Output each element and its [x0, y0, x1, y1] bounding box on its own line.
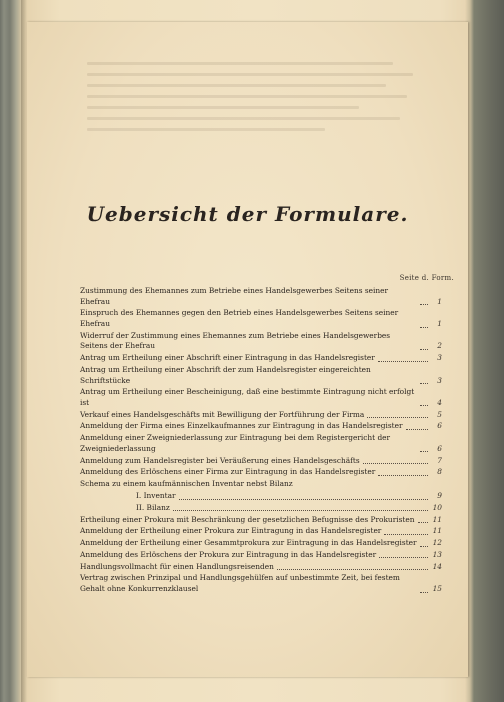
toc-page-number: 6	[437, 421, 442, 431]
toc-page-number: 9	[437, 490, 442, 500]
toc-entry-text: Anmeldung zum Handelsregister bei Veräußerung eines Handelsgeschäfts	[80, 455, 360, 465]
dot-leader	[179, 499, 428, 500]
dot-leader	[420, 451, 428, 452]
toc-page-number: 7	[437, 455, 442, 465]
dot-leader	[378, 475, 428, 476]
toc-page-number: 4	[437, 397, 442, 407]
toc-entry-text: Ertheilung einer Prokura mit Beschränkung der gesetzlichen Befugnisse des Prokuristen	[80, 514, 415, 524]
book-page	[27, 22, 468, 677]
toc-page-number: 1	[437, 296, 442, 306]
toc-entry	[80, 538, 442, 549]
toc-page-number: 2	[437, 341, 442, 351]
dot-leader	[420, 327, 428, 328]
dot-leader	[367, 417, 428, 418]
dot-leader	[173, 510, 428, 511]
toc-entry-text: Anmeldung der Ertheilung einer Prokura zur Eintragung in das Handelsregister	[80, 526, 382, 536]
toc-entry	[80, 491, 442, 502]
toc-entry-text: Anmeldung der Ertheilung einer Gesammtprokura zur Eintragung in das Handelsregister	[80, 538, 417, 548]
toc-entry-text: Anmeldung der Firma eines Einzelkaufmannes zur Eintragung in das Handelsregister	[80, 421, 403, 431]
dot-leader	[277, 569, 428, 570]
toc-entry	[80, 387, 442, 408]
toc-entry	[80, 353, 442, 364]
toc-page-number: 1	[437, 318, 442, 328]
toc-entry-text: Schema zu einem kaufmännischen Inventar nebst Bilanz	[80, 479, 293, 489]
dot-leader	[420, 383, 428, 384]
dot-leader	[418, 522, 429, 523]
dot-leader	[379, 557, 428, 558]
toc-entry	[80, 467, 442, 478]
toc-entry	[80, 433, 442, 454]
dot-leader	[420, 405, 428, 406]
toc-entry	[80, 503, 442, 514]
dot-leader	[420, 304, 428, 305]
toc-page-number: 5	[437, 409, 442, 419]
toc-entry-text: Zustimmung des Ehemannes zum Betriebe eines Handelsgewerbes Seitens seiner Ehefrau	[80, 286, 389, 306]
dot-leader	[384, 534, 428, 535]
toc-entry	[80, 331, 442, 352]
dot-leader	[363, 463, 428, 464]
toc-entry-text: Antrag um Ertheilung einer Abschrift der zum Handelsregister eingereichten Schriftstücke	[80, 364, 371, 385]
toc-entry-text: I. Inventar	[136, 490, 176, 500]
toc-page-number: 10	[432, 502, 442, 512]
toc-page-number: 11	[432, 526, 442, 536]
toc-entry	[80, 515, 442, 526]
toc-entry	[80, 562, 442, 573]
table-of-contents	[80, 286, 442, 596]
toc-entry-text: Einspruch des Ehemannes gegen den Betrieb eines Handelsgewerbes Seitens seiner Ehefrau	[80, 308, 399, 328]
toc-entry-text: Handlungsvollmacht für einen Handlungsreisenden	[80, 561, 274, 571]
dot-leader	[420, 546, 428, 547]
toc-entry	[80, 479, 442, 490]
toc-entry-text: Anmeldung des Erlöschens der Prokura zur Eintragung in das Handelsregister	[80, 549, 377, 559]
toc-entry-text: Anmeldung des Erlöschens einer Firma zur Eintragung in das Handelsregister	[80, 467, 376, 477]
toc-entry	[80, 286, 442, 307]
toc-entry	[80, 365, 442, 386]
toc-entry	[80, 456, 442, 467]
toc-entry	[80, 550, 442, 561]
toc-page-number: 15	[432, 584, 442, 593]
toc-page-number: 14	[432, 561, 442, 571]
dot-leader	[420, 592, 428, 593]
toc-page-number: 8	[437, 467, 442, 477]
dot-leader	[420, 349, 428, 350]
toc-page-number: 6	[437, 443, 442, 453]
toc-page-number: 12	[432, 538, 442, 548]
toc-entry-text: Antrag um Ertheilung einer Abschrift einer Eintragung in das Handelsregister	[80, 353, 375, 363]
toc-page-number: 11	[432, 514, 442, 524]
toc-entry-text: Widerruf der Zustimmung eines Ehemannes zum Betriebe eines Handelsgewerbes Seitens der Ehefrau	[80, 330, 391, 351]
toc-entry	[80, 526, 442, 537]
toc-page-number: 3	[437, 353, 442, 363]
column-header: Seite d. Form.	[399, 274, 454, 282]
toc-entry-text: Antrag um Ertheilung einer Bescheinigung, daß eine bestimmte Eintragung nicht erfolgt ist	[80, 387, 415, 407]
toc-entry-text: Vertrag zwischen Prinzipal und Handlungsgehülfen auf unbestimmte Zeit, bei festem Gehalt ohne Konkurrenzklausel	[80, 573, 400, 593]
toc-entry-text: Verkauf eines Handelsgeschäfts mit Bewilligung der Fortführung der Firma	[80, 409, 365, 419]
toc-page-number: 13	[432, 549, 442, 559]
toc-entry	[80, 410, 442, 421]
bleed-through-text	[87, 62, 427, 182]
toc-page-number: 3	[437, 375, 442, 385]
toc-entry	[80, 421, 442, 432]
toc-entry	[80, 573, 442, 594]
dot-leader	[406, 429, 428, 430]
toc-entry	[80, 308, 442, 329]
toc-entry-text: II. Bilanz	[136, 502, 170, 512]
dot-leader	[378, 361, 428, 362]
toc-entry-text: Anmeldung einer Zweigniederlassung zur Eintragung bei dem Registergericht der Zweigniederlassung	[80, 433, 391, 453]
page-title: Uebersicht der Formulare.	[86, 202, 409, 226]
